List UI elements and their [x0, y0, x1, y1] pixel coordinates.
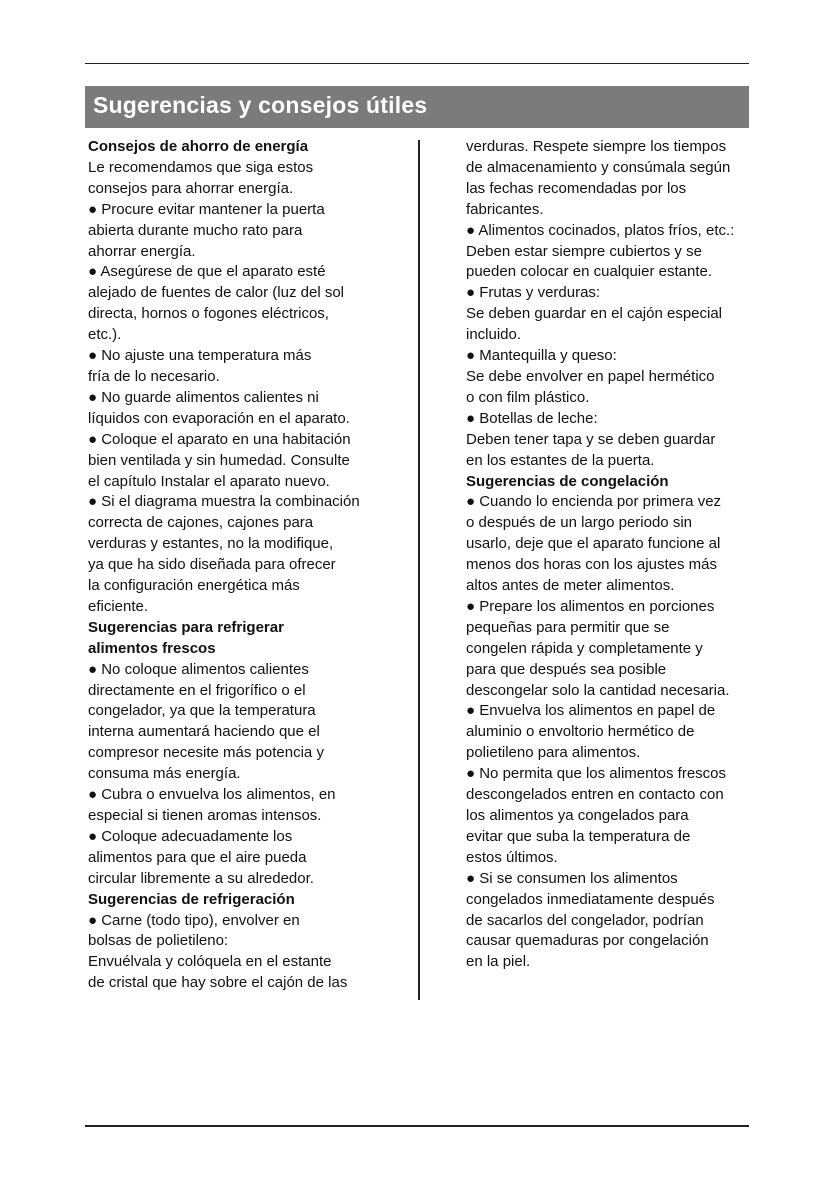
- section-title: Sugerencias y consejos útiles: [93, 92, 428, 118]
- text-line: ● Procure evitar mantener la puerta: [88, 200, 325, 218]
- text-line: congelen rápida y completamente y: [466, 639, 703, 657]
- text-line: descongelados entren en contacto con: [466, 786, 724, 804]
- left-column: [88, 137, 408, 994]
- text-line: ● No ajuste una temperatura más: [88, 347, 312, 365]
- text-line: para que después sea posible: [466, 660, 667, 678]
- text-line: líquidos con evaporación en el aparato.: [88, 409, 350, 427]
- text-line: ● Envuelva los alimentos en papel de: [466, 702, 716, 720]
- text-line: en los estantes de la puerta.: [466, 451, 655, 469]
- text-line: o con film plástico.: [466, 388, 590, 406]
- text-line: eficiente.: [88, 597, 149, 615]
- text-line: fabricantes.: [466, 200, 544, 218]
- text-line: congelador, ya que la temperatura: [88, 702, 316, 720]
- text-line: Deben estar siempre cubiertos y se: [466, 242, 702, 260]
- text-line: el capítulo Instalar el aparato nuevo.: [88, 472, 330, 490]
- text-line: ● Asegúrese de que el aparato esté: [88, 263, 326, 281]
- text-line: ● Coloque el aparato en una habitación: [88, 430, 351, 448]
- text-line: ya que ha sido diseñada para ofrecer: [88, 556, 336, 574]
- text-line: de almacenamiento y consúmala según: [466, 158, 731, 176]
- text-line: fría de lo necesario.: [88, 367, 220, 385]
- text-line: ● Prepare los alimentos en porciones: [466, 597, 715, 615]
- text-line: ● Frutas y verduras:: [466, 284, 601, 302]
- text-line: las fechas recomendadas por los: [466, 179, 687, 197]
- text-line: ● Carne (todo tipo), envolver en: [88, 911, 300, 929]
- text-line: especial si tienen aromas intensos.: [88, 807, 322, 824]
- text-line: etc.).: [88, 326, 122, 344]
- text-line: pequeñas para permitir que se: [466, 618, 670, 636]
- text-line: alimentos para que el aire pueda: [88, 848, 307, 866]
- text-line: ● No permita que los alimentos frescos: [466, 765, 727, 783]
- text-line: ● Mantequilla y queso:: [466, 347, 617, 365]
- section-heading: Sugerencias para refrigerar: [88, 618, 284, 636]
- text-line: causar quemaduras por congelación: [466, 932, 709, 950]
- text-line: descongelar solo la cantidad necesaria.: [466, 681, 730, 699]
- section-heading: Sugerencias de refrigeración: [88, 890, 295, 908]
- text-line: Se deben guardar en el cajón especial: [466, 305, 723, 323]
- text-line: Le recomendamos que siga estos: [88, 158, 314, 176]
- section-heading: Sugerencias de congelación: [466, 472, 669, 490]
- text-line: ● Cuando lo encienda por primera vez: [466, 493, 722, 511]
- text-line: Se debe envolver en papel hermético: [466, 367, 715, 385]
- bottom-rule: [85, 1125, 749, 1127]
- text-line: directamente en el frigorífico o el: [88, 681, 306, 699]
- text-line: la configuración energética más: [88, 577, 300, 595]
- top-rule: [85, 63, 749, 64]
- text-line: de sacarlos del congelador, podrían: [466, 911, 704, 929]
- text-line: verduras y estantes, no la modifique,: [88, 535, 334, 553]
- text-line: ● No coloque alimentos calientes: [88, 660, 309, 678]
- text-line: de cristal que hay sobre el cajón de las: [88, 974, 348, 992]
- text-line: consejos para ahorrar energía.: [88, 179, 294, 197]
- text-line: ● Si el diagrama muestra la combinación: [88, 493, 360, 511]
- text-line: ● Alimentos cocinados, platos fríos, etc.:: [466, 221, 735, 239]
- text-line: directa, hornos o fogones eléctricos,: [88, 305, 329, 323]
- text-line: circular libremente a su alrededor.: [88, 869, 314, 887]
- text-line: ● Botellas de leche:: [466, 409, 598, 427]
- text-line: evitar que suba la temperatura de: [466, 827, 691, 845]
- text-line: ● No guarde alimentos calientes ni: [88, 388, 319, 406]
- text-line: polietileno para alimentos.: [466, 744, 641, 762]
- text-line: usarlo, deje que el aparato funcione al: [466, 535, 721, 553]
- text-line: ahorrar energía.: [88, 242, 196, 260]
- text-line: los alimentos ya congelados para: [466, 807, 689, 824]
- text-line: Envuélvala y colóquela en el estante: [88, 953, 332, 971]
- text-line: compresor necesite más potencia y: [88, 744, 324, 762]
- text-line: aluminio o envoltorio hermético de: [466, 723, 695, 741]
- text-line: estos últimos.: [466, 848, 558, 866]
- text-line: o después de un largo periodo sin: [466, 514, 692, 532]
- text-line: ● Cubra o envuelva los alimentos, en: [88, 786, 336, 804]
- text-line: abierta durante mucho rato para: [88, 221, 303, 239]
- text-line: bien ventilada y sin humedad. Consulte: [88, 451, 350, 469]
- text-line: altos antes de meter alimentos.: [466, 577, 675, 595]
- text-line: correcta de cajones, cajones para: [88, 514, 314, 532]
- column-divider: [418, 140, 420, 1000]
- section-heading: alimentos frescos: [88, 639, 216, 657]
- text-line: en la piel.: [466, 953, 531, 971]
- text-line: congelados inmediatamente después: [466, 890, 715, 908]
- text-line: menos dos horas con los ajustes más: [466, 556, 717, 574]
- text-line: alejado de fuentes de calor (luz del sol: [88, 284, 344, 302]
- text-line: interna aumentará haciendo que el: [88, 723, 320, 741]
- text-line: verduras. Respete siempre los tiempos: [466, 138, 727, 155]
- text-line: pueden colocar en cualquier estante.: [466, 263, 713, 281]
- text-line: incluido.: [466, 326, 522, 344]
- text-line: consuma más energía.: [88, 765, 241, 783]
- section-heading: Consejos de ahorro de energía: [88, 138, 309, 155]
- section-banner: [85, 86, 749, 128]
- text-line: Deben tener tapa y se deben guardar: [466, 430, 716, 448]
- text-line: ● Si se consumen los alimentos: [466, 869, 678, 887]
- text-line: bolsas de polietileno:: [88, 932, 229, 950]
- right-column: [466, 137, 758, 973]
- text-line: ● Coloque adecuadamente los: [88, 827, 293, 845]
